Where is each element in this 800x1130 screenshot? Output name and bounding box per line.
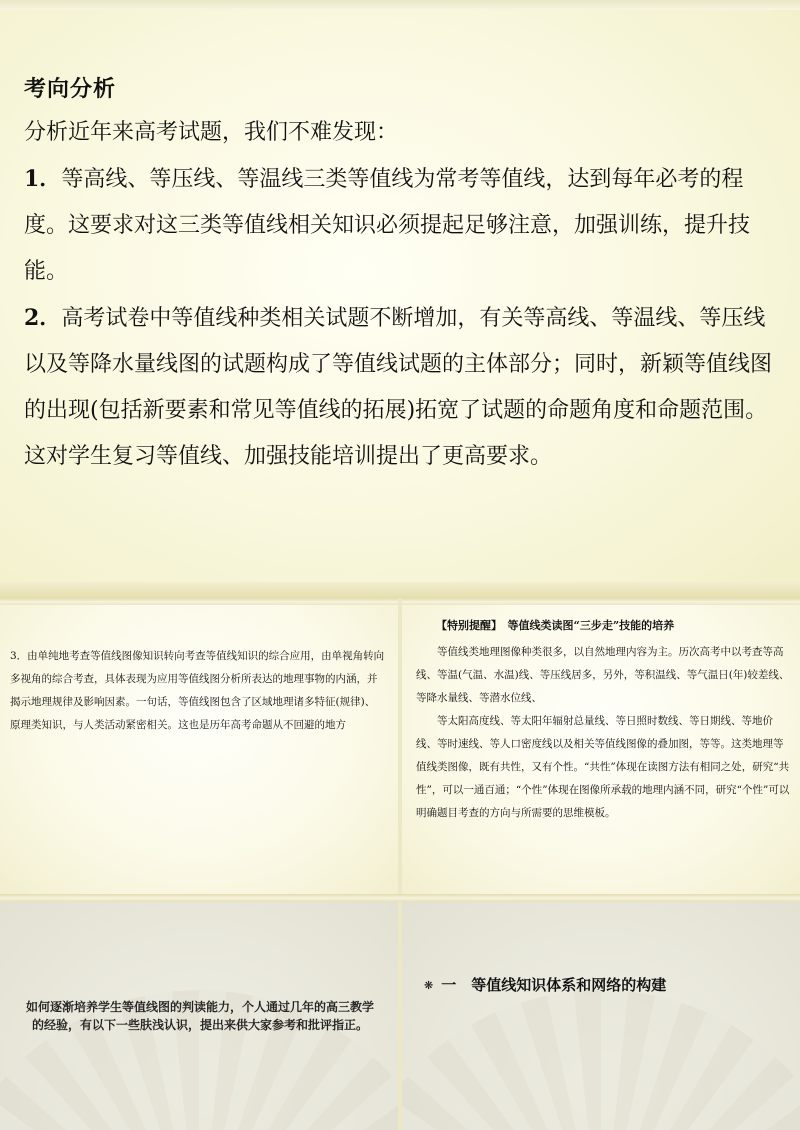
point-2-number: 2． — [24, 305, 62, 331]
point-3-text: 3．由单纯地考查等值线图像知识转向考查等值线知识的综合应用，由单视角转向多视角的综合考查，具体表现为应用等值线图分析所表达的地理事物的内涵，并揭示地理规律及影响因素。一句话，等值线图包含了区域地理诸多特征(规律)、原理类知识，与人类活动紧密相关。这也是历年高考命题从不回避的地方 — [10, 650, 385, 731]
point-2 — [24, 295, 776, 480]
slide-divider — [0, 894, 800, 902]
reminder-paragraph-2: 等太阳高度线、等太阳年辐射总量线、等日照时数线、等日期线、等地价线、等时速线、等人口密度线以及相关等值线图像的叠加图，等等。这类地理等值线类图像，既有共性，又有个性。“共性”体现在读图方法有相同之处，研究“共性”，可以一通百通；“个性”体现在图像所承载的地理内涵不同，研究“个性”可以明确题目考查的方向与所需要的思维模板。 — [416, 715, 790, 819]
intro-line: 分析近年来高考试题，我们不难发现： — [24, 120, 399, 145]
point-1 — [24, 156, 776, 295]
slide-title: 考向分析 — [24, 76, 117, 102]
slide-section-1 — [402, 902, 800, 1130]
point-2-text: 高考试卷中等值线种类相关试题不断增加，有关等高线、等温线、等压线以及等降水量线图的试题构成了等值线试题的主体部分；同时，新颖等值线图的出现(包括新要素和常见等值线的拓展)拓宽了试题的命题角度和命题范围。这对学生复习等值线、加强技能培训提出了更高要求。 — [24, 306, 773, 469]
slide-top-border — [0, 0, 800, 10]
fan-decoration — [402, 990, 800, 1130]
slide-body — [24, 110, 776, 480]
slide-point-3 — [0, 605, 398, 894]
bullet-icon: ❋ — [424, 979, 434, 992]
slide-special-reminder — [402, 605, 800, 894]
section-heading — [424, 974, 666, 995]
section-title: 一 等值线知识体系和网络的构建 — [441, 976, 667, 994]
slide-bottom-border — [0, 582, 800, 598]
point-1-text: 等高线、等压线、等温线三类等值线为常考等值线，达到每年必考的程度。这要求对这三类等值线相关知识必须提起足够注意，加强训练，提升技能。 — [24, 167, 751, 284]
slide-intro — [0, 902, 398, 1130]
reminder-paragraph-1: 等值线类地理图像种类很多，以自然地理内容为主。历次高考中以考查等高线、等温(气温、水温)线、等压线居多，另外，等积温线、等气温日(年)较差线、等降水量线、等潜水位线、 — [416, 646, 790, 704]
reminder-heading: 【特别提醒】 等值线类读图“三步走”技能的培养 — [436, 619, 675, 632]
point-1-number: 1． — [24, 166, 62, 192]
intro-text: 如何逐渐培养学生等值线图的判读能力，个人通过几年的高三教学的经验，有以下一些肤浅认识，提出来供大家参考和批评指正。 — [25, 1000, 374, 1032]
